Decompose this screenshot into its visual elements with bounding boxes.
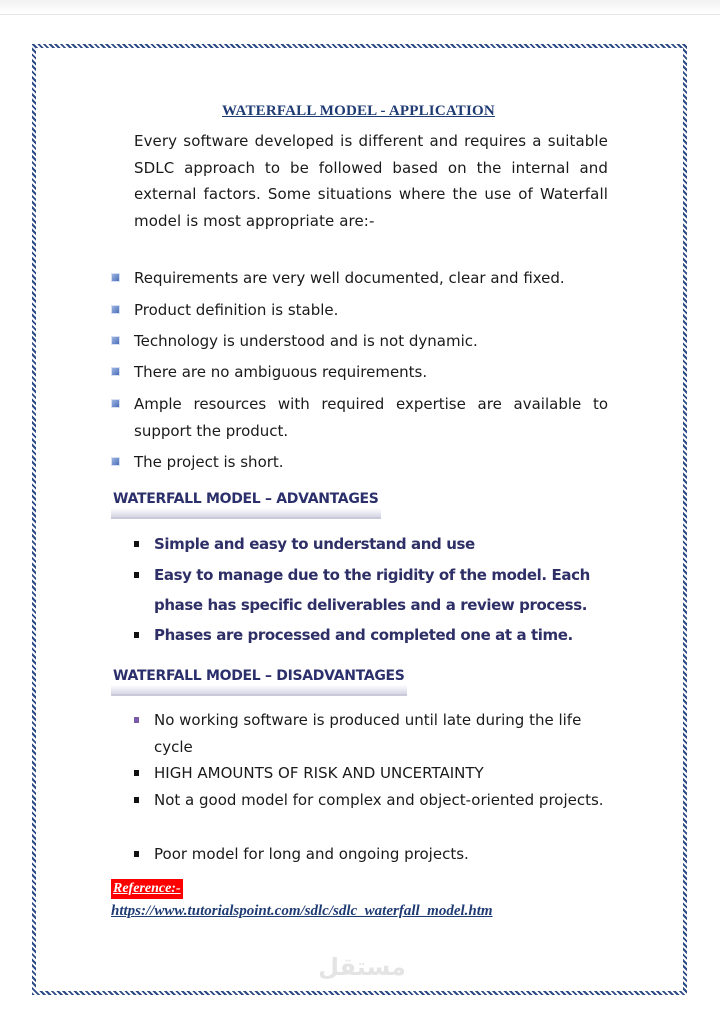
reference-label: Reference:- (111, 879, 183, 899)
list-item (132, 707, 608, 761)
list-item (112, 391, 608, 445)
list-item (132, 620, 608, 650)
list-item-text: The project is short. (134, 453, 284, 471)
application-intro: Every software developed is different and requires a suitable SDLC approach to be followed based on the internal and external factors. Some situations where the use of Waterfall model is most appropriate are:- (134, 132, 608, 230)
square-bullet-icon (134, 770, 139, 776)
reference-link[interactable]: https://www.tutorialspoint.com/sdlc/sdlc_waterfall_model.htm (111, 903, 493, 919)
list-item (132, 560, 608, 620)
list-item (132, 841, 608, 868)
list-item-text: Phases are processed and completed one at a time. (154, 626, 573, 644)
square-bullet-icon (112, 306, 119, 313)
square-bullet-icon (112, 337, 119, 344)
list-item-text: Product definition is stable. (134, 301, 339, 319)
square-bullet-icon (134, 572, 139, 578)
list-item-text: There are no ambiguous requirements. (134, 363, 428, 381)
list-item-text: Easy to manage due to the rigidity of the model. Each phase has specific deliverables and a review process. (154, 566, 590, 614)
list-item (112, 265, 608, 292)
square-bullet-icon (112, 400, 119, 407)
list-item-text: Simple and easy to understand and use (154, 535, 475, 553)
watermark-logo (312, 953, 412, 987)
list-item-text: Ample resources with required expertise are available to support the product. (134, 395, 608, 440)
disadvantages-heading: WATERFALL MODEL – DISADVANTAGES (111, 664, 407, 696)
square-bullet-icon (134, 541, 139, 547)
square-bullet-icon (134, 632, 139, 638)
square-bullet-icon (134, 797, 139, 803)
square-bullet-icon (134, 717, 139, 723)
application-heading: WATERFALL MODEL - APPLICATION (222, 103, 495, 119)
list-item-text: Not a good model for complex and object-oriented projects. (154, 791, 604, 809)
watermark-text: مستقل (318, 953, 406, 981)
list-item-text: Technology is understood and is not dynamic. (134, 332, 478, 350)
list-item-text: Requirements are very well documented, clear and fixed. (134, 269, 565, 287)
list-item (112, 449, 608, 476)
advantages-heading: WATERFALL MODEL – ADVANTAGES (111, 487, 381, 519)
list-item (112, 328, 608, 355)
list-item (132, 787, 608, 814)
list-item (132, 529, 608, 559)
list-item-text: No working software is produced until late during the life cycle (154, 711, 582, 756)
list-item (112, 297, 608, 324)
list-item (112, 359, 608, 386)
square-bullet-icon (112, 368, 119, 375)
square-bullet-icon (112, 458, 119, 465)
square-bullet-icon (134, 851, 139, 857)
list-item-text: HIGH AMOUNTS OF RISK AND UNCERTAINTY (154, 764, 484, 782)
list-item (132, 760, 608, 787)
square-bullet-icon (112, 274, 119, 281)
list-item-text: Poor model for long and ongoing projects. (154, 845, 469, 863)
